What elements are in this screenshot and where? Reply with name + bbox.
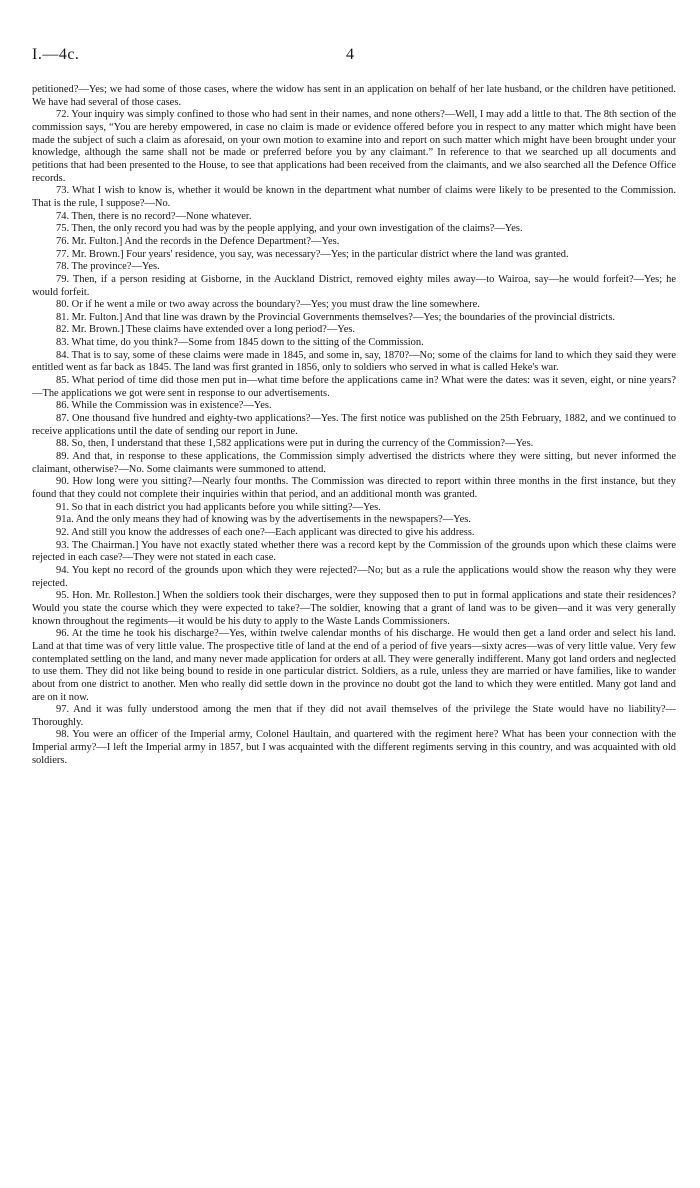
paragraph: 74. Then, there is no record?—None whatever. (56, 210, 252, 222)
paragraph: 80. Or if he went a mile or two away across the boundary?—Yes; you must draw the line somewhere. (56, 299, 480, 311)
paragraph: 85. What period of time did those men put in—what time before the applications came in? What were the dates: was it seven, eight, or nine years?—The applications we got were sent in response to our advertisements. (32, 375, 676, 399)
evidence-text (32, 84, 676, 767)
paragraph: 91a. And the only means they had of knowing was by the advertisements in the newspapers?—Yes. (56, 514, 471, 526)
paragraph: 94. You kept no record of the grounds upon which they were rejected?—No; but as a rule the applications would show the reason why they were rejected. (32, 564, 676, 589)
paragraph: 98. You were an officer of the Imperial army, Colonel Haultain, and quartered with the regiment here? What has been your connection with the Imperial army?—I left the Imperial army in 1857, but I was acquainted with the different regiments serving in this country, and was acquainted with old soldiers. (32, 729, 676, 766)
paragraph: 97. And it was fully understood among the men that if they did not avail themselves of the privilege the State would have no liability?—Thoroughly. (32, 704, 676, 728)
page-header (32, 46, 668, 66)
page-number: 4 (346, 46, 354, 63)
paragraph: 76. Mr. Fulton.] And the records in the Defence Department?—Yes. (56, 235, 340, 247)
paragraph: 77. Mr. Brown.] Four years' residence, you say, was necessary?—Yes; in the particular district where the land was granted. (56, 248, 569, 260)
paragraph: 88. So, then, I understand that these 1,582 applications were put in during the currency of the Commission?—Yes. (56, 438, 534, 450)
paragraph: 72. Your inquiry was simply confined to those who had sent in their names, and none others?—Well, I may add a little to that. The 8th section of the commission says, “You are hereby empowered, in case no claim is made or evidence offered before you in respect to any matter which might have been made the subject of such a claim as aforesaid, on your own motion to examine into and report on such matter which might have been brought under your knowledge, although the same shall not be made or preferred before you by any claimant.” In reference to that we searched up all documents and petitions that had been presented to the House, to see that applications had been received from the claimants, and we also searched all the Defence Office records. (32, 109, 676, 184)
paragraph: petitioned?—Yes; we had some of those cases, where the widow has sent in an application on behalf of her late husband, or the children have petitioned. We have had several of those cases. (32, 84, 676, 108)
paragraph: 95. Hon. Mr. Rolleston.] When the soldiers took their discharges, were they supposed then to put in formal applications and state their residences? Would you state the course which they were expected to take?—The soldier, knowing that a grant of land was to be given—and it was very generally known throughout the regiments—it would be his duty to apply to the Waste Lands Commissioners. (32, 590, 676, 627)
paragraph: 90. How long were you sitting?—Nearly four months. The Commission was directed to report within three months in the first instance, but they found that they could not complete their inquiries within that period, and an additional month was granted. (32, 476, 676, 500)
paragraph: 86. While the Commission was in existence?—Yes. (56, 400, 272, 412)
paragraph: 84. That is to say, some of these claims were made in 1845, and some in, say, 1870?—No; some of the claims for land to which they said they were entitled went as far back as 1845. The land was first granted in 1856, only to soldiers who served in what is called Heke's war. (32, 349, 676, 374)
paragraph: 78. The province?—Yes. (56, 261, 160, 273)
paragraph: 82. Mr. Brown.] These claims have extended over a long period?—Yes. (56, 324, 356, 336)
paragraph: 93. The Chairman.] You have not exactly stated whether there was a record kept by the Commission of the grounds upon which these claims were rejected in each case?—They were not stated in each case. (32, 539, 676, 564)
paragraph: 89. And that, in response to these applications, the Commission simply advertised the districts where they were sitting, but never informed the claimant, otherwise?—No. Some claimants were summoned to attend. (32, 451, 676, 475)
paragraph: 81. Mr. Fulton.] And that line was drawn by the Provincial Governments themselves?—Yes; the boundaries of the provincial districts. (56, 311, 615, 323)
paragraph: 83. What time, do you think?—Some from 1845 down to the sitting of the Commission. (56, 337, 424, 349)
paragraph: 87. One thousand five hundred and eighty-two applications?—Yes. The first notice was published on the 25th February, 1882, and we continued to receive applications until the date of sending our report in June. (32, 413, 676, 437)
paragraph: 73. What I wish to know is, whether it would be known in the department what number of claims were likely to be presented to the Commission. That is the rule, I suppose?—No. (32, 185, 676, 209)
paragraph: 75. Then, the only record you had was by the people applying, and your own investigation of the claims?—Yes. (56, 223, 523, 235)
paragraph: 92. And still you know the addresses of each one?—Each applicant was directed to give his address. (56, 526, 475, 538)
paragraph: 96. At the time he took his discharge?—Yes, within twelve calendar months of his discharge. He would then get a land order and select his land. Land at that time was of very little value. The prospective title of land at the end of a period of five years—sixty acres—was of very little value. Very few contemplated settling on the land, and many never made application for orders at all. They were generally indifferent. Many got land orders and neglected to use them. They did not like being bound to reside in one particular district. Soldiers, as a rule, unless they are married or have families, like to wander about from one district to another. Men who really did settle down in the province no doubt got the land to which they were entitled. Many got land and are on it now. (32, 628, 676, 703)
paragraph: 79. Then, if a person residing at Gisborne, in the Auckland District, removed eighty miles away—to Wairoa, say—he would forfeit?—Yes; he would forfeit. (32, 273, 676, 298)
paragraph: 91. So that in each district you had applicants before you while sitting?—Yes. (56, 501, 381, 513)
document-reference: I.—4c. (32, 46, 80, 63)
